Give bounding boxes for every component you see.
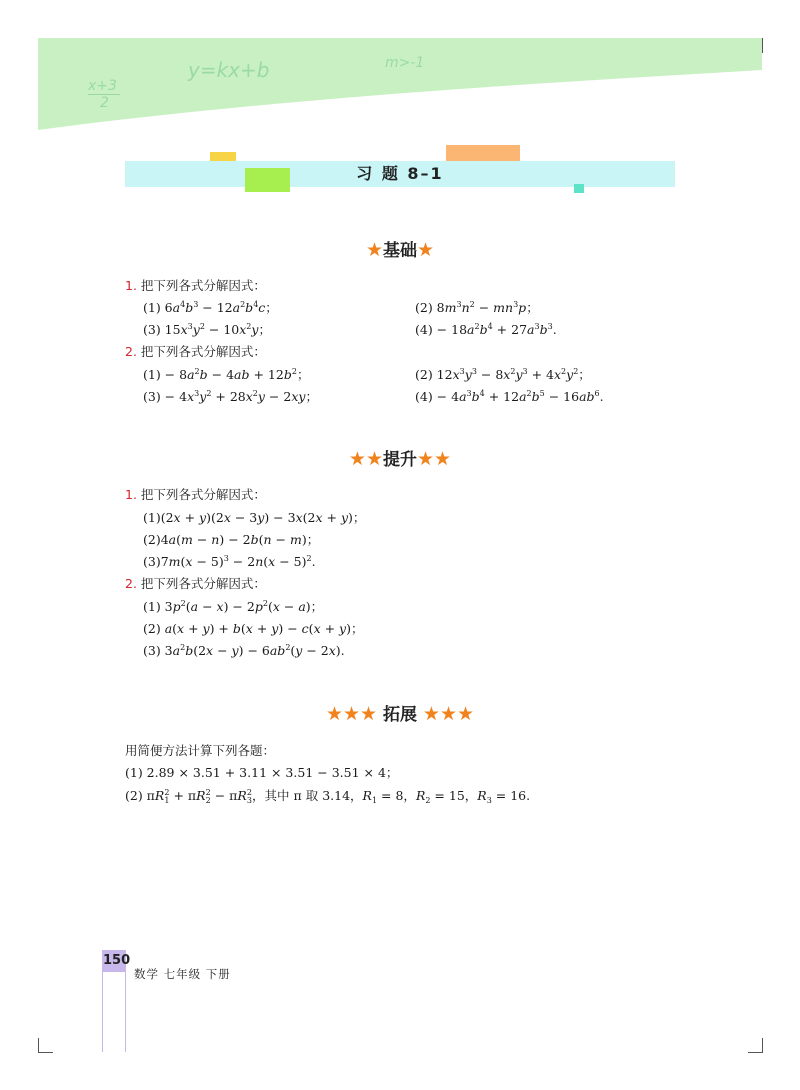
footer-rule-right [125, 972, 126, 1052]
star-icon: ★★★ [325, 703, 378, 725]
basic-question-1 [125, 278, 266, 294]
section-label-basic: 基础 [383, 241, 417, 261]
header-formula-linear: y=kx+b [188, 58, 270, 82]
star-icon: ★ [417, 239, 435, 261]
book-title: 数学 七年级 下册 [134, 967, 231, 981]
deco-green-rect [245, 168, 290, 192]
deco-teal-square [574, 184, 584, 193]
question-number: 1. [125, 487, 137, 502]
header-decoration [0, 0, 800, 150]
question-text: 把下列各式分解因式： [140, 487, 266, 502]
star-icon: ★★★ [422, 703, 475, 725]
crop-mark-bottom-right [748, 1038, 763, 1053]
advanced-question-2 [125, 576, 266, 592]
footer-rule-left [102, 972, 103, 1052]
page-number: 150 [103, 953, 131, 968]
basic-q2-item-3: $(3) - 4x^3y^2 + 28x^2y - 2xy$； [143, 389, 318, 404]
section-heading-basic [0, 236, 800, 261]
advanced-q2-item-1: (1) $3p^2(a - x) - 2p^2(x - a)$； [143, 599, 324, 614]
question-text: 把下列各式分解因式： [140, 278, 266, 293]
crop-mark-bottom-left [38, 1038, 53, 1053]
star-icon: ★ [365, 239, 383, 261]
section-heading-advanced [0, 445, 800, 470]
extend-item-2: (2) $\pi R_1^2 + \pi R_2^2 - \pi R_3^2$，其中 π 取 3.14，$R_1 = 8$，$R_2 = 15$，$R_3 = 16$. [125, 788, 531, 805]
advanced-question-1 [125, 487, 266, 503]
section-label-advanced: 提升 [383, 450, 417, 470]
extend-intro: 用简便方法计算下列各题： [125, 743, 276, 758]
section-heading-extend [0, 700, 800, 725]
extend-item-1: (1) 2.89 × 3.51 + 3.11 × 3.51 − 3.51 × 4； [125, 765, 399, 780]
question-number: 2. [125, 576, 137, 591]
question-number: 1. [125, 278, 137, 293]
star-icon: ★★ [348, 448, 383, 470]
basic-q2-item-2: (2) $12x^3y^3 - 8x^2y^3 + 4x^2y^2$； [415, 367, 591, 382]
basic-q1-item-3: (3) $15x^3y^2 - 10x^2y$； [143, 322, 271, 337]
basic-q2-item-4: $(4) - 4a^3b^4 + 12a^2b^5 - 16ab^6$. [415, 389, 604, 404]
basic-q1-item-4: $(4) - 18a^2b^4 + 27a^3b^3$. [415, 322, 557, 337]
exercise-title: 习 题 8–1 [356, 164, 444, 183]
advanced-q1-item-1: (1)(2x + y)(2x − 3y) − 3x(2x + y)； [143, 510, 366, 525]
advanced-q1-item-3: $(3)7m(x - 5)^3 - 2n(x - 5)^2$. [143, 554, 316, 569]
advanced-q2-item-3: (3) $3a^2b(2x - y) - 6ab^2(y - 2x)$. [143, 643, 345, 658]
header-formula-inequality: m>-1 [385, 55, 425, 71]
basic-question-2 [125, 344, 266, 360]
advanced-q2-item-2: (2) a(x + y) + b(x + y) − c(x + y)； [143, 621, 364, 636]
basic-q1-item-1: (1) $6a^4b^3 - 12a^2b^4c$； [143, 300, 278, 315]
exercise-title-bar [125, 161, 675, 187]
basic-q2-item-1: $(1) - 8a^2b - 4ab + 12b^2$； [143, 367, 310, 382]
star-icon: ★★ [417, 448, 452, 470]
header-formula-fraction-top: x+3 [88, 78, 117, 94]
header-formula-fraction-bottom: 2 [100, 95, 109, 111]
advanced-q1-item-2: (2)4a(m − n) − 2b(n − m)； [143, 532, 320, 547]
section-label-extend: 拓展 [383, 705, 417, 725]
question-text: 把下列各式分解因式： [140, 576, 266, 591]
question-number: 2. [125, 344, 137, 359]
basic-q1-item-2: (2) $8m^3n^2 - mn^3p$； [415, 300, 539, 315]
question-text: 把下列各式分解因式： [140, 344, 266, 359]
